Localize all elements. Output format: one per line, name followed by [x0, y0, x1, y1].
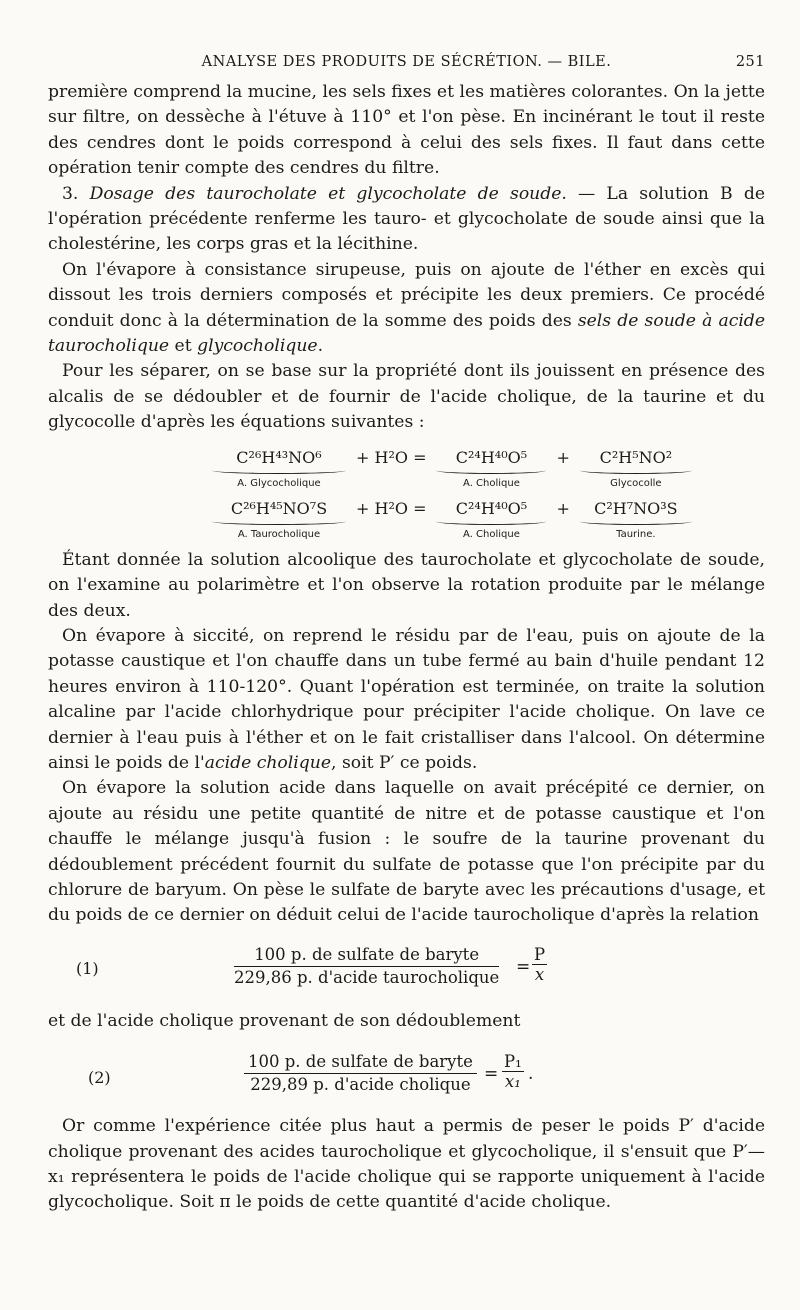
paragraph-text: On l'évapore à consistance sirupeuse, puis on ajoute de l'éther en excès qui dissout les trois derniers composés et précipite les deux premiers. Ce procédé conduit donc à la détermination de la somme des poids des	[48, 259, 765, 331]
term-label: Glycocolle	[610, 477, 662, 489]
formula: C²⁴H⁴⁰O⁵	[455, 447, 528, 467]
paragraph	[48, 258, 765, 360]
formula-fraction	[244, 1052, 477, 1094]
rhs-fraction	[502, 1052, 524, 1091]
denominator: 229,86 p. d'acide taurocholique	[234, 967, 500, 987]
paragraph: On évapore la solution acide dans laquelle on avait précépité ce dernier, on ajoute au résidu une petite quantité de nitre et de potasse caustique et l'on chauffe le mélange jusqu'à fusion : le soufre de la taurine provenant du dédoublement précédent fournit du sulfate de potasse que l'on précipite par du chlorure de baryum. On pèse le sulfate de baryte avec les précautions d'usage, et du poids de ce dernier on déduit celui de l'acide taurocholique d'après la relation	[48, 778, 765, 926]
numerator: 100 p. de sulfate de baryte	[234, 945, 499, 967]
equation-taurocholic	[208, 499, 765, 540]
term-label: A. Cholique	[463, 528, 520, 540]
brace-mark	[436, 467, 546, 474]
chemical-equations	[48, 448, 765, 540]
page-number: 251	[735, 54, 765, 70]
equation-term	[432, 448, 550, 489]
emphasis: sels de soude à acide taurocholique	[48, 310, 765, 357]
formula-fraction	[234, 945, 499, 987]
formula-label: (1)	[76, 958, 99, 978]
numerator: 100 p. de sulfate de baryte	[244, 1052, 477, 1074]
paragraph: Or comme l'expérience citée plus haut a permis de peser le poids P′ d'acide cholique provenant des acides taurocholique et glycocholique, il s'ensuit que P′—x₁ représentera le poids de l'acide cholique qui se rapporte uniquement à l'acide glycocholique. Soit π le poids de cette quantité d'acide cholique.	[48, 1116, 765, 1213]
formula-2	[48, 1046, 765, 1108]
formula: C²H⁵NO²	[599, 447, 673, 467]
equation-term	[576, 448, 696, 489]
operator: + H²O =	[356, 447, 427, 467]
formula: C²⁴H⁴⁰O⁵	[455, 498, 528, 518]
equation-term	[208, 448, 350, 489]
term-label: A. Taurocholique	[237, 528, 321, 540]
numerator: P₁	[504, 1052, 522, 1072]
section-number: 3.	[62, 183, 79, 204]
formula: C²⁶H⁴⁵NO⁷S	[230, 498, 328, 518]
running-title: ANALYSE DES PRODUITS DE SÉCRÉTION. — BILE.	[201, 54, 612, 70]
paragraph-text: et	[169, 336, 198, 357]
section-paragraph	[48, 182, 765, 258]
numerator: P	[534, 944, 546, 964]
brace-mark	[436, 518, 546, 525]
paragraph: Étant donnée la solution alcoolique des taurocholate et glycocholate de soude, on l'examine au polarimètre et l'on observe la rotation produite par le mélange des deux.	[48, 549, 765, 621]
operator: +	[556, 498, 570, 518]
page-header	[48, 52, 765, 80]
formula-label: (2)	[88, 1068, 111, 1088]
paragraph-text: On évapore à siccité, on reprend le résidu par de l'eau, puis on ajoute de la potasse caustique et l'on chauffe dans un tube fermé au bain d'huile pendant 12 heures environ à 110-120°. Quant l'opération est terminée, on traite la solution alcaline par l'acide chlorhydrique pour précipiter l'acide cholique. On lave ce dernier à l'eau puis à l'éther et on le fait cristalliser dans l'alcool. On détermine ainsi le poids de l'	[48, 625, 765, 773]
denominator: x	[534, 964, 545, 984]
equals-sign: =	[484, 1064, 499, 1085]
equation-term	[208, 499, 350, 540]
brace-mark	[212, 467, 346, 474]
term-label: A. Glycocholique	[237, 477, 321, 489]
section-text: — La solution B de l'opération précédente renferme les tauro- et glycocholate de soude ainsi que la cholestérine, les corps gras et la lécithine.	[48, 183, 765, 255]
paragraph: et de l'acide cholique provenant de son dédoublement	[48, 1010, 521, 1031]
paragraph: première comprend la mucine, les sels fixes et les matières colorantes. On la jette sur filtre, on dessèche à l'étuve à 110° et l'on pèse. En incinérant le tout il reste des cendres dont le poids correspond à celui des sels fixes. Il faut dans cette opération tenir compte des cendres du filtre.	[48, 82, 765, 179]
paragraph	[48, 624, 765, 776]
brace-mark	[580, 518, 692, 525]
equation-glycocholic	[208, 448, 765, 489]
equals-sign: =	[516, 956, 531, 977]
equation-term	[576, 499, 696, 540]
operator: +	[556, 447, 570, 467]
emphasis: glycocholique	[197, 336, 318, 357]
emphasis: acide cholique	[204, 752, 332, 773]
section-title: Dosage des taurocholate et glycocholate de soude.	[89, 183, 567, 204]
equation-term	[432, 499, 550, 540]
formula-1	[48, 941, 765, 1003]
term-label: Taurine.	[616, 528, 656, 540]
rhs-fraction	[532, 945, 547, 984]
paragraph-text: .	[317, 336, 324, 357]
formula: C²H⁷NO³S	[594, 498, 678, 518]
brace-mark	[580, 467, 692, 474]
brace-mark	[212, 518, 346, 525]
denominator: 229,89 p. d'acide cholique	[250, 1075, 471, 1095]
paragraph: Pour les séparer, on se base sur la propriété dont ils jouissent en présence des alcalis de se dédoubler et de fournir de l'acide cholique, de la taurine et du glycocolle d'après les équations suivantes :	[48, 361, 765, 433]
denominator: x₁	[504, 1072, 521, 1092]
term-label: A. Cholique	[463, 477, 520, 489]
formula: C²⁶H⁴³NO⁶	[236, 447, 322, 467]
period: .	[528, 1064, 534, 1085]
operator: + H²O =	[356, 498, 427, 518]
paragraph-text: , soit P′ ce poids.	[331, 752, 478, 773]
